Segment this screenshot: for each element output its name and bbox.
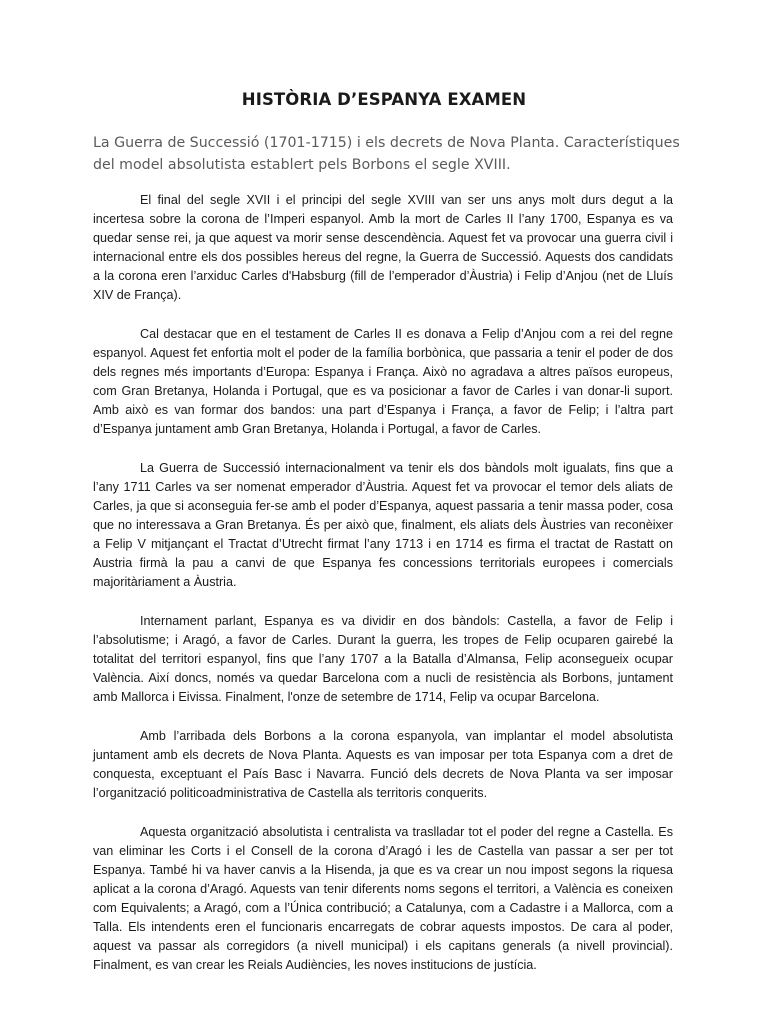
paragraph-3: La Guerra de Successió internacionalment va tenir els dos bàndols molt igualats, fins que a l’any 1711 Carles va ser nomenat emperador d’Àustria. Aquest fet va provocar el temor dels aliats de Carles, ja que si aconseguia fer-se amb el poder d’Espanya, aquest passaria a tenir massa poder, cosa que no interessava a Gran Bretanya. És per això que, finalment, els aliats dels Àustries van reconèixer a Felip V mitjançant el Tractat d’Utrecht firmat l’any 1713 i en 1714 es firma el tractat de Rastatt on Austria firmà la pau a canvi de que Espanya fes concessions territorials europees i comercials majoritàriament a Àustria. <box>93 461 673 589</box>
paragraph-5: Amb l’arribada dels Borbons a la corona espanyola, van implantar el model absolutista juntament amb els decrets de Nova Planta. Aquests es van imposar per tota Espanya com a dret de conquesta, exceptuant el País Basc i Navarra. Funció dels decrets de Nova Planta va ser imposar l’organització politicoadministrativa de Castella als territoris conquerits. <box>93 729 673 800</box>
paragraph-2: Cal destacar que en el testament de Carles II es donava a Felip d’Anjou com a rei del regne espanyol. Aquest fet enfortia molt el poder de la família borbònica, que passaria a tenir el poder de dos dels regnes més importants d’Europa: Espanya i França. Això no agradava a altres països europeus, com Gran Bretanya, Holanda i Portugal, que es va posicionar a favor de Carles i van donar-li suport. Amb això es van formar dos bandos: una part d’Espanya i França, a favor de Felip; i l’altra part d’Espanya juntament amb Gran Bretanya, Holanda i Portugal, a favor de Carles. <box>93 327 673 436</box>
document-body <box>93 191 673 995</box>
document-title: HISTÒRIA D’ESPANYA EXAMEN <box>241 90 527 109</box>
paragraph-1: El final del segle XVII i el principi del segle XVIII van ser uns anys molt durs degut a la incertesa sobre la corona de l’Imperi espanyol. Amb la mort de Carles II l’any 1700, Espanya es va quedar sense rei, ja que aquest va morir sense descendència. Aquest fet va provocar una guerra civil i internacional entre els dos possibles hereus del regne, la Guerra de Successió. Aquests dos candidats a la corona eren l’arxiduc Carles d'Habsburg (fill de l’emperador d’Àustria) i Felip d’Anjou (net de Lluís XIV de França). <box>93 193 673 302</box>
paragraph-4: Internament parlant, Espanya es va dividir en dos bàndols: Castella, a favor de Felip i l’absolutisme; i Aragó, a favor de Carles. Durant la guerra, les tropes de Felip ocuparen gairebé la totalitat del territori espanyol, fins que l’any 1707 a la Batalla d’Almansa, Felip aconsegueix ocupar València. Així doncs, només va quedar Barcelona com a nucli de resistència als Borbons, juntament amb Mallorca i Eivissa. Finalment, l'onze de setembre de 1714, Felip va ocupar Barcelona. <box>93 614 673 704</box>
paragraph-6: Aquesta organització absolutista i centralista va traslladar tot el poder del regne a Castella. Es van eliminar les Corts i el Consell de la corona d’Aragó i les de Castella van passar a ser per tot Espanya. També hi va haver canvis a la Hisenda, ja que es va crear un nou impost segons la riquesa aplicat a la corona d’Aragó. Aquests van tenir diferents noms segons el territori, a València es coneixen com Equivalents; a Aragó, com a l’Única contribució; a Catalunya, com a Cadastre i a Mallorca, com a Talla. Els intendents eren el funcionaris encarregats de cobrar aquests impostos. De cara al poder, aquest va passar als corregidors (a nivell municipal) i els capitans generals (a nivell provincial). Finalment, es van crear les Reials Audiències, les noves institucions de justícia. <box>93 825 673 972</box>
document-subtitle: La Guerra de Successió (1701-1715) i els decrets de Nova Planta. Característiques del model absolutista establert pels Borbons el segle XVIII. <box>93 135 680 173</box>
